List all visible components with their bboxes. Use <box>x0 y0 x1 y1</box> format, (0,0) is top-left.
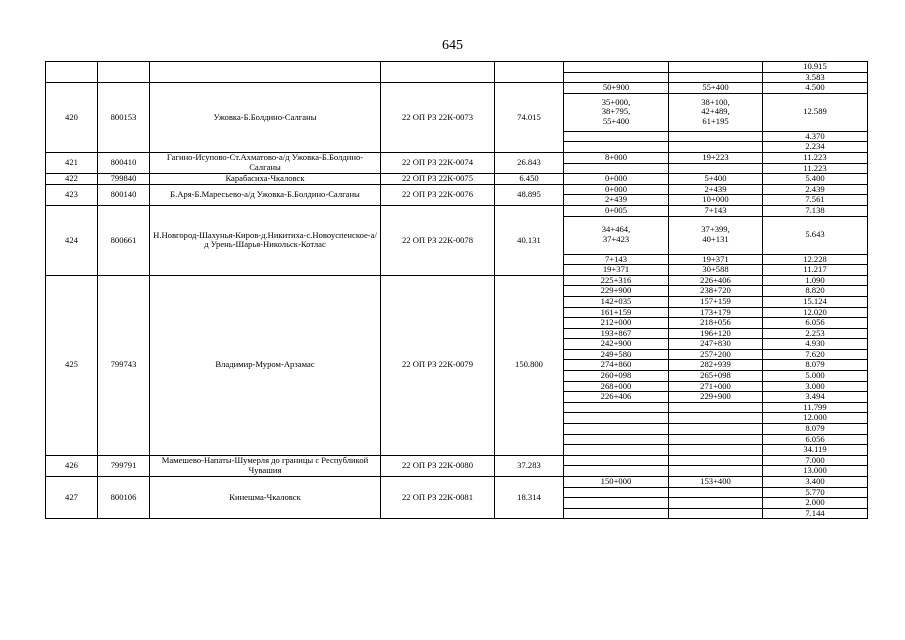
segment-start-cell: 8+000 <box>564 152 669 163</box>
segment-length-cell: 8.079 <box>763 360 868 371</box>
road-number-cell: 424 <box>46 205 98 275</box>
segment-start-cell <box>564 142 669 153</box>
road-name-cell <box>150 62 381 83</box>
segment-length-cell: 3.000 <box>763 381 868 392</box>
segment-length-cell: 11.799 <box>763 402 868 413</box>
segment-start-cell: 19+371 <box>564 265 669 276</box>
segment-start-cell: 34+464, 37+423 <box>564 216 669 254</box>
road-total-length-cell: 48.895 <box>495 184 564 205</box>
segment-end-cell <box>669 455 763 466</box>
segment-start-cell: 268+000 <box>564 381 669 392</box>
table-row <box>46 455 868 466</box>
segment-length-cell: 4.930 <box>763 339 868 350</box>
segment-end-cell <box>669 487 763 498</box>
segment-start-cell: 249+580 <box>564 349 669 360</box>
segment-start-cell <box>564 131 669 142</box>
road-registry-id-cell: 22 ОП РЗ 22К-0076 <box>381 184 495 205</box>
segment-start-cell: 0+000 <box>564 174 669 185</box>
segment-start-cell <box>564 163 669 174</box>
segment-length-cell: 8.820 <box>763 286 868 297</box>
segment-end-cell <box>669 508 763 519</box>
road-registry-id-cell: 22 ОП РЗ 22К-0074 <box>381 152 495 173</box>
segment-end-cell <box>669 72 763 83</box>
segment-length-cell: 12.589 <box>763 93 868 131</box>
page-number: 645 <box>442 38 463 53</box>
segment-end-cell: 153+400 <box>669 477 763 488</box>
segment-length-cell: 8.079 <box>763 424 868 435</box>
segment-length-cell: 2.439 <box>763 184 868 195</box>
segment-length-cell: 7.620 <box>763 349 868 360</box>
segment-start-cell: 260+098 <box>564 371 669 382</box>
road-code-cell: 800153 <box>98 83 150 153</box>
segment-start-cell <box>564 508 669 519</box>
road-total-length-cell: 40.131 <box>495 205 564 275</box>
road-number-cell: 422 <box>46 174 98 185</box>
segment-start-cell: 142+035 <box>564 296 669 307</box>
segment-length-cell: 12.000 <box>763 413 868 424</box>
road-total-length-cell: 18.314 <box>495 477 564 519</box>
segment-start-cell: 0+005 <box>564 205 669 216</box>
segment-length-cell: 4.500 <box>763 83 868 94</box>
road-total-length-cell: 26.843 <box>495 152 564 173</box>
table-row <box>46 174 868 185</box>
segment-end-cell <box>669 424 763 435</box>
segment-start-cell <box>564 498 669 509</box>
segment-start-cell: 2+439 <box>564 195 669 206</box>
segment-end-cell: 196+120 <box>669 328 763 339</box>
road-registry-table <box>45 61 868 519</box>
segment-length-cell: 10.915 <box>763 62 868 73</box>
road-registry-id-cell <box>381 62 495 83</box>
table-row <box>46 275 868 286</box>
segment-start-cell <box>564 445 669 456</box>
segment-end-cell: 173+179 <box>669 307 763 318</box>
table-row <box>46 184 868 195</box>
table-row <box>46 83 868 94</box>
segment-end-cell: 226+406 <box>669 275 763 286</box>
road-total-length-cell: 150.800 <box>495 275 564 455</box>
segment-end-cell: 5+400 <box>669 174 763 185</box>
road-code-cell: 799840 <box>98 174 150 185</box>
segment-end-cell: 2+439 <box>669 184 763 195</box>
segment-start-cell: 35+000, 38+795, 55+400 <box>564 93 669 131</box>
segment-end-cell: 55+400 <box>669 83 763 94</box>
segment-length-cell: 12.020 <box>763 307 868 318</box>
road-total-length-cell: 6.450 <box>495 174 564 185</box>
segment-end-cell: 218+056 <box>669 318 763 329</box>
segment-end-cell: 19+371 <box>669 254 763 265</box>
road-name-cell: Н.Новгород-Шахунья-Киров-д.Никитиха-с.Новоуспенское-а/д Урень-Шарья-Никольск-Котлас <box>150 205 381 275</box>
segment-length-cell: 7.561 <box>763 195 868 206</box>
segment-start-cell <box>564 487 669 498</box>
segment-start-cell <box>564 413 669 424</box>
road-registry-id-cell: 22 ОП РЗ 22К-0073 <box>381 83 495 153</box>
segment-start-cell <box>564 424 669 435</box>
segment-length-cell: 2.253 <box>763 328 868 339</box>
segment-end-cell <box>669 434 763 445</box>
road-name-cell: Карабасиха-Чкаловск <box>150 174 381 185</box>
segment-end-cell: 271+000 <box>669 381 763 392</box>
segment-length-cell: 11.223 <box>763 163 868 174</box>
segment-start-cell <box>564 62 669 73</box>
segment-length-cell: 5.000 <box>763 371 868 382</box>
road-number-cell: 426 <box>46 455 98 476</box>
segment-end-cell <box>669 466 763 477</box>
segment-length-cell: 11.223 <box>763 152 868 163</box>
segment-length-cell: 3.494 <box>763 392 868 403</box>
segment-start-cell <box>564 402 669 413</box>
road-total-length-cell: 37.283 <box>495 455 564 476</box>
table-row <box>46 62 868 73</box>
road-code-cell: 800661 <box>98 205 150 275</box>
road-code-cell: 799791 <box>98 455 150 476</box>
road-code-cell: 799743 <box>98 275 150 455</box>
segment-end-cell: 19+223 <box>669 152 763 163</box>
road-registry-id-cell: 22 ОП РЗ 22К-0078 <box>381 205 495 275</box>
segment-length-cell: 7.138 <box>763 205 868 216</box>
segment-end-cell: 157+159 <box>669 296 763 307</box>
segment-end-cell: 247+830 <box>669 339 763 350</box>
road-number-cell: 425 <box>46 275 98 455</box>
segment-end-cell <box>669 402 763 413</box>
segment-start-cell: 226+406 <box>564 392 669 403</box>
segment-length-cell: 11.217 <box>763 265 868 276</box>
segment-length-cell: 1.090 <box>763 275 868 286</box>
segment-start-cell: 193+867 <box>564 328 669 339</box>
road-number-cell: 421 <box>46 152 98 173</box>
segment-end-cell: 30+588 <box>669 265 763 276</box>
road-name-cell: Мамешево-Напаты-Шумерля до границы с Республикой Чувашия <box>150 455 381 476</box>
road-name-cell: Б.Аря-Б.Маресьево-а/д Ужовка-Б.Болдино-Салганы <box>150 184 381 205</box>
segment-start-cell: 50+900 <box>564 83 669 94</box>
segment-end-cell <box>669 413 763 424</box>
segment-start-cell: 242+900 <box>564 339 669 350</box>
table-row <box>46 205 868 216</box>
segment-end-cell: 238+720 <box>669 286 763 297</box>
road-total-length-cell <box>495 62 564 83</box>
segment-start-cell <box>564 455 669 466</box>
segment-length-cell: 34.119 <box>763 445 868 456</box>
segment-end-cell: 282+939 <box>669 360 763 371</box>
segment-start-cell: 212+000 <box>564 318 669 329</box>
table-row <box>46 152 868 163</box>
segment-end-cell: 265+098 <box>669 371 763 382</box>
segment-end-cell: 10+000 <box>669 195 763 206</box>
segment-length-cell: 2.234 <box>763 142 868 153</box>
road-number-cell: 427 <box>46 477 98 519</box>
segment-length-cell: 7.144 <box>763 508 868 519</box>
segment-length-cell: 13.000 <box>763 466 868 477</box>
road-number-cell <box>46 62 98 83</box>
segment-length-cell: 3.400 <box>763 477 868 488</box>
segment-start-cell <box>564 434 669 445</box>
segment-length-cell: 15.124 <box>763 296 868 307</box>
segment-end-cell: 7+143 <box>669 205 763 216</box>
segment-length-cell: 2.000 <box>763 498 868 509</box>
segment-start-cell: 229+900 <box>564 286 669 297</box>
road-code-cell <box>98 62 150 83</box>
segment-start-cell <box>564 72 669 83</box>
segment-start-cell: 274+860 <box>564 360 669 371</box>
segment-length-cell: 5.770 <box>763 487 868 498</box>
segment-length-cell: 6.056 <box>763 434 868 445</box>
road-number-cell: 420 <box>46 83 98 153</box>
segment-length-cell: 5.400 <box>763 174 868 185</box>
road-registry-id-cell: 22 ОП РЗ 22К-0079 <box>381 275 495 455</box>
segment-end-cell <box>669 445 763 456</box>
segment-end-cell <box>669 62 763 73</box>
segment-end-cell: 229+900 <box>669 392 763 403</box>
segment-start-cell: 150+000 <box>564 477 669 488</box>
road-name-cell: Кинешма-Чкаловск <box>150 477 381 519</box>
road-number-cell: 423 <box>46 184 98 205</box>
segment-length-cell: 3.583 <box>763 72 868 83</box>
road-registry-id-cell: 22 ОП РЗ 22К-0080 <box>381 455 495 476</box>
road-code-cell: 800106 <box>98 477 150 519</box>
road-registry-id-cell: 22 ОП РЗ 22К-0081 <box>381 477 495 519</box>
segment-length-cell: 6.056 <box>763 318 868 329</box>
segment-start-cell: 7+143 <box>564 254 669 265</box>
segment-start-cell: 225+316 <box>564 275 669 286</box>
segment-length-cell: 7.000 <box>763 455 868 466</box>
road-name-cell: Владимир-Муром-Арзамас <box>150 275 381 455</box>
segment-start-cell: 0+000 <box>564 184 669 195</box>
segment-end-cell: 257+200 <box>669 349 763 360</box>
registry-body <box>46 62 868 519</box>
segment-end-cell <box>669 142 763 153</box>
segment-start-cell <box>564 466 669 477</box>
segment-length-cell: 12.228 <box>763 254 868 265</box>
segment-end-cell <box>669 131 763 142</box>
road-name-cell: Гагино-Исупово-Ст.Ахматово-а/д Ужовка-Б.Болдино-Салганы <box>150 152 381 173</box>
segment-length-cell: 4.370 <box>763 131 868 142</box>
segment-start-cell: 161+159 <box>564 307 669 318</box>
road-code-cell: 800410 <box>98 152 150 173</box>
segment-end-cell: 37+399, 40+131 <box>669 216 763 254</box>
segment-end-cell <box>669 498 763 509</box>
road-registry-id-cell: 22 ОП РЗ 22К-0075 <box>381 174 495 185</box>
road-code-cell: 800140 <box>98 184 150 205</box>
segment-length-cell: 5.643 <box>763 216 868 254</box>
table-row <box>46 477 868 488</box>
road-name-cell: Ужовка-Б.Болдино-Салганы <box>150 83 381 153</box>
segment-end-cell: 38+100, 42+489, 61+195 <box>669 93 763 131</box>
road-total-length-cell: 74.015 <box>495 83 564 153</box>
segment-end-cell <box>669 163 763 174</box>
